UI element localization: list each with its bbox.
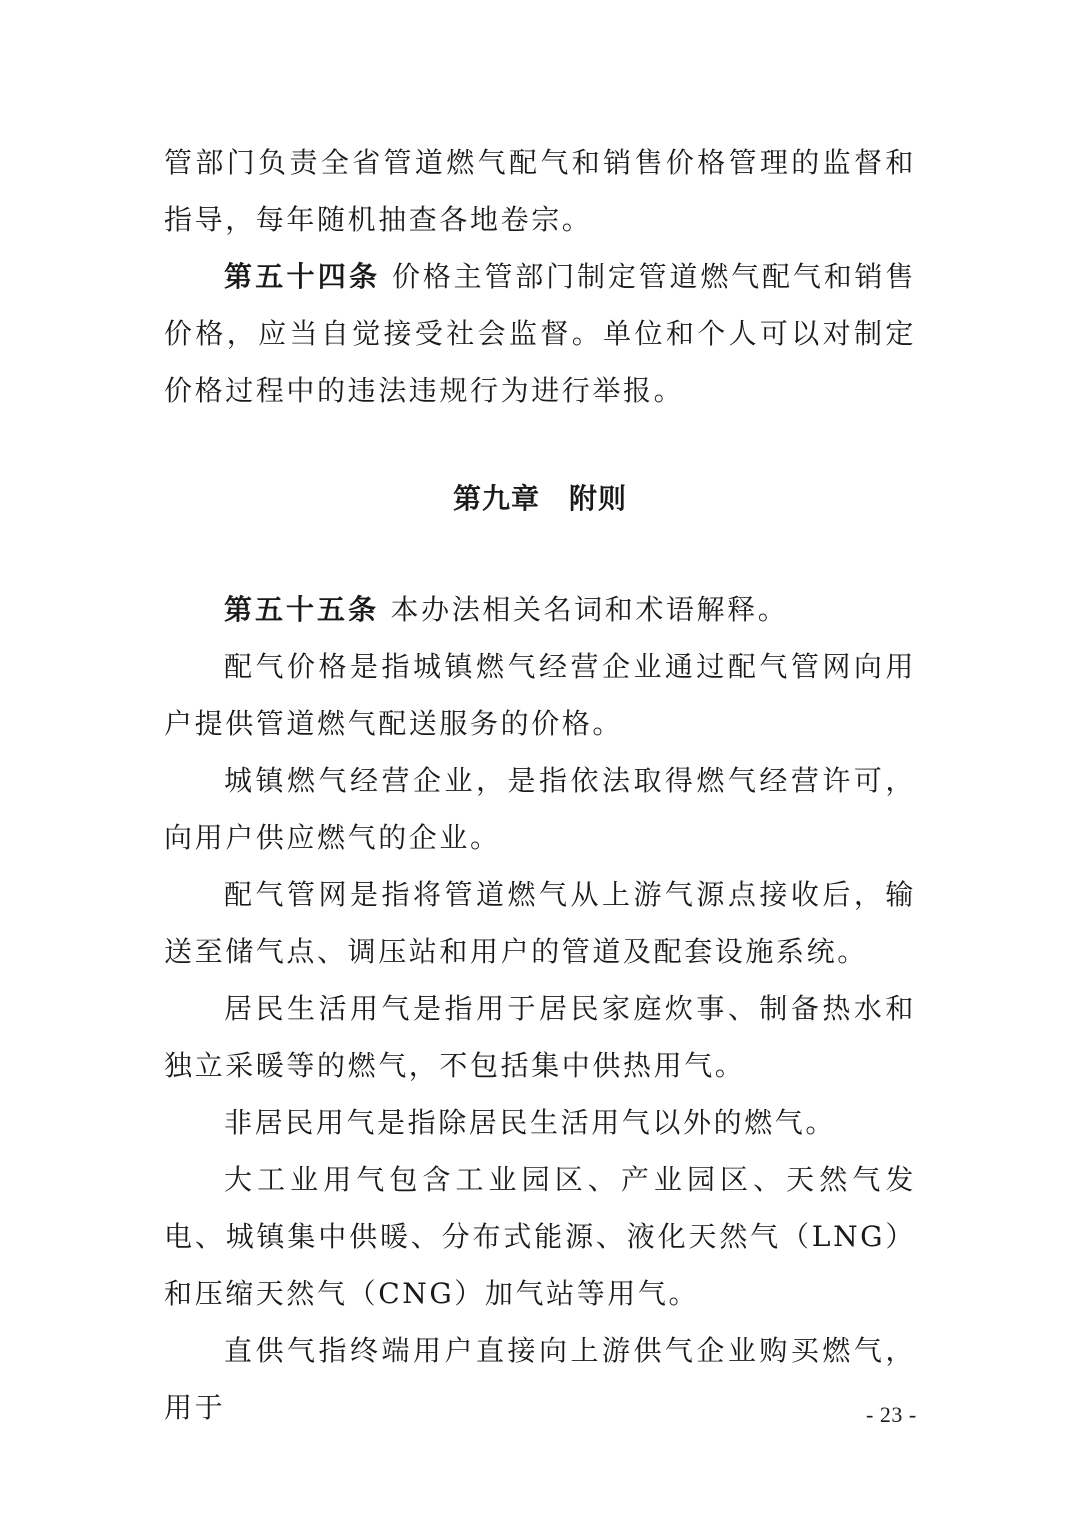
paragraph-text: 非居民用气是指除居民生活用气以外的燃气。 <box>224 1106 837 1139</box>
definition-paragraph <box>164 866 916 980</box>
page-number: - 23 - <box>866 1402 917 1427</box>
paragraph-text: 大工业用气包含工业园区、产业园区、天然气发电、城镇集中供暖、分布式能源、液化天然气（LNG）和压缩天然气（CNG）加气站等用气。 <box>164 1163 916 1310</box>
article-number: 第五十四条 <box>224 260 381 293</box>
definition-paragraph <box>164 752 916 866</box>
paragraph-continued <box>164 134 916 248</box>
paragraph-text: 配气价格是指城镇燃气经营企业通过配气管网向用户提供管道燃气配送服务的价格。 <box>164 650 916 740</box>
paragraph-text: 配气管网是指将管道燃气从上游气源点接收后，输送至储气点、调压站和用户的管道及配套设施系统。 <box>164 878 916 968</box>
document-body <box>164 134 916 1436</box>
paragraph-text: 居民生活用气是指用于居民家庭炊事、制备热水和独立采暖等的燃气，不包括集中供热用气。 <box>164 992 916 1082</box>
definition-paragraph <box>164 980 916 1094</box>
definition-paragraph <box>164 638 916 752</box>
article-text: 价格主管部门制定管道燃气配气和销售价格，应当自觉接受社会监督。单位和个人可以对制定价格过程中的违法违规行为进行举报。 <box>164 260 916 407</box>
paragraph-text: 管部门负责全省管道燃气配气和销售价格管理的监督和指导，每年随机抽查各地卷宗。 <box>164 146 916 236</box>
article-55 <box>164 581 916 638</box>
paragraph-text: 城镇燃气经营企业，是指依法取得燃气经营许可，向用户供应燃气的企业。 <box>164 764 916 854</box>
definition-paragraph <box>164 1094 916 1151</box>
article-text: 本办法相关名词和术语解释。 <box>379 593 789 626</box>
paragraph-text: 直供气指终端用户直接向上游供气企业购买燃气，用于 <box>164 1334 916 1424</box>
chapter-title: 第九章 附则 <box>452 482 627 515</box>
article-number: 第五十五条 <box>224 593 380 626</box>
article-54 <box>164 248 916 419</box>
definition-paragraph <box>164 1322 916 1436</box>
definition-paragraph <box>164 1151 916 1322</box>
